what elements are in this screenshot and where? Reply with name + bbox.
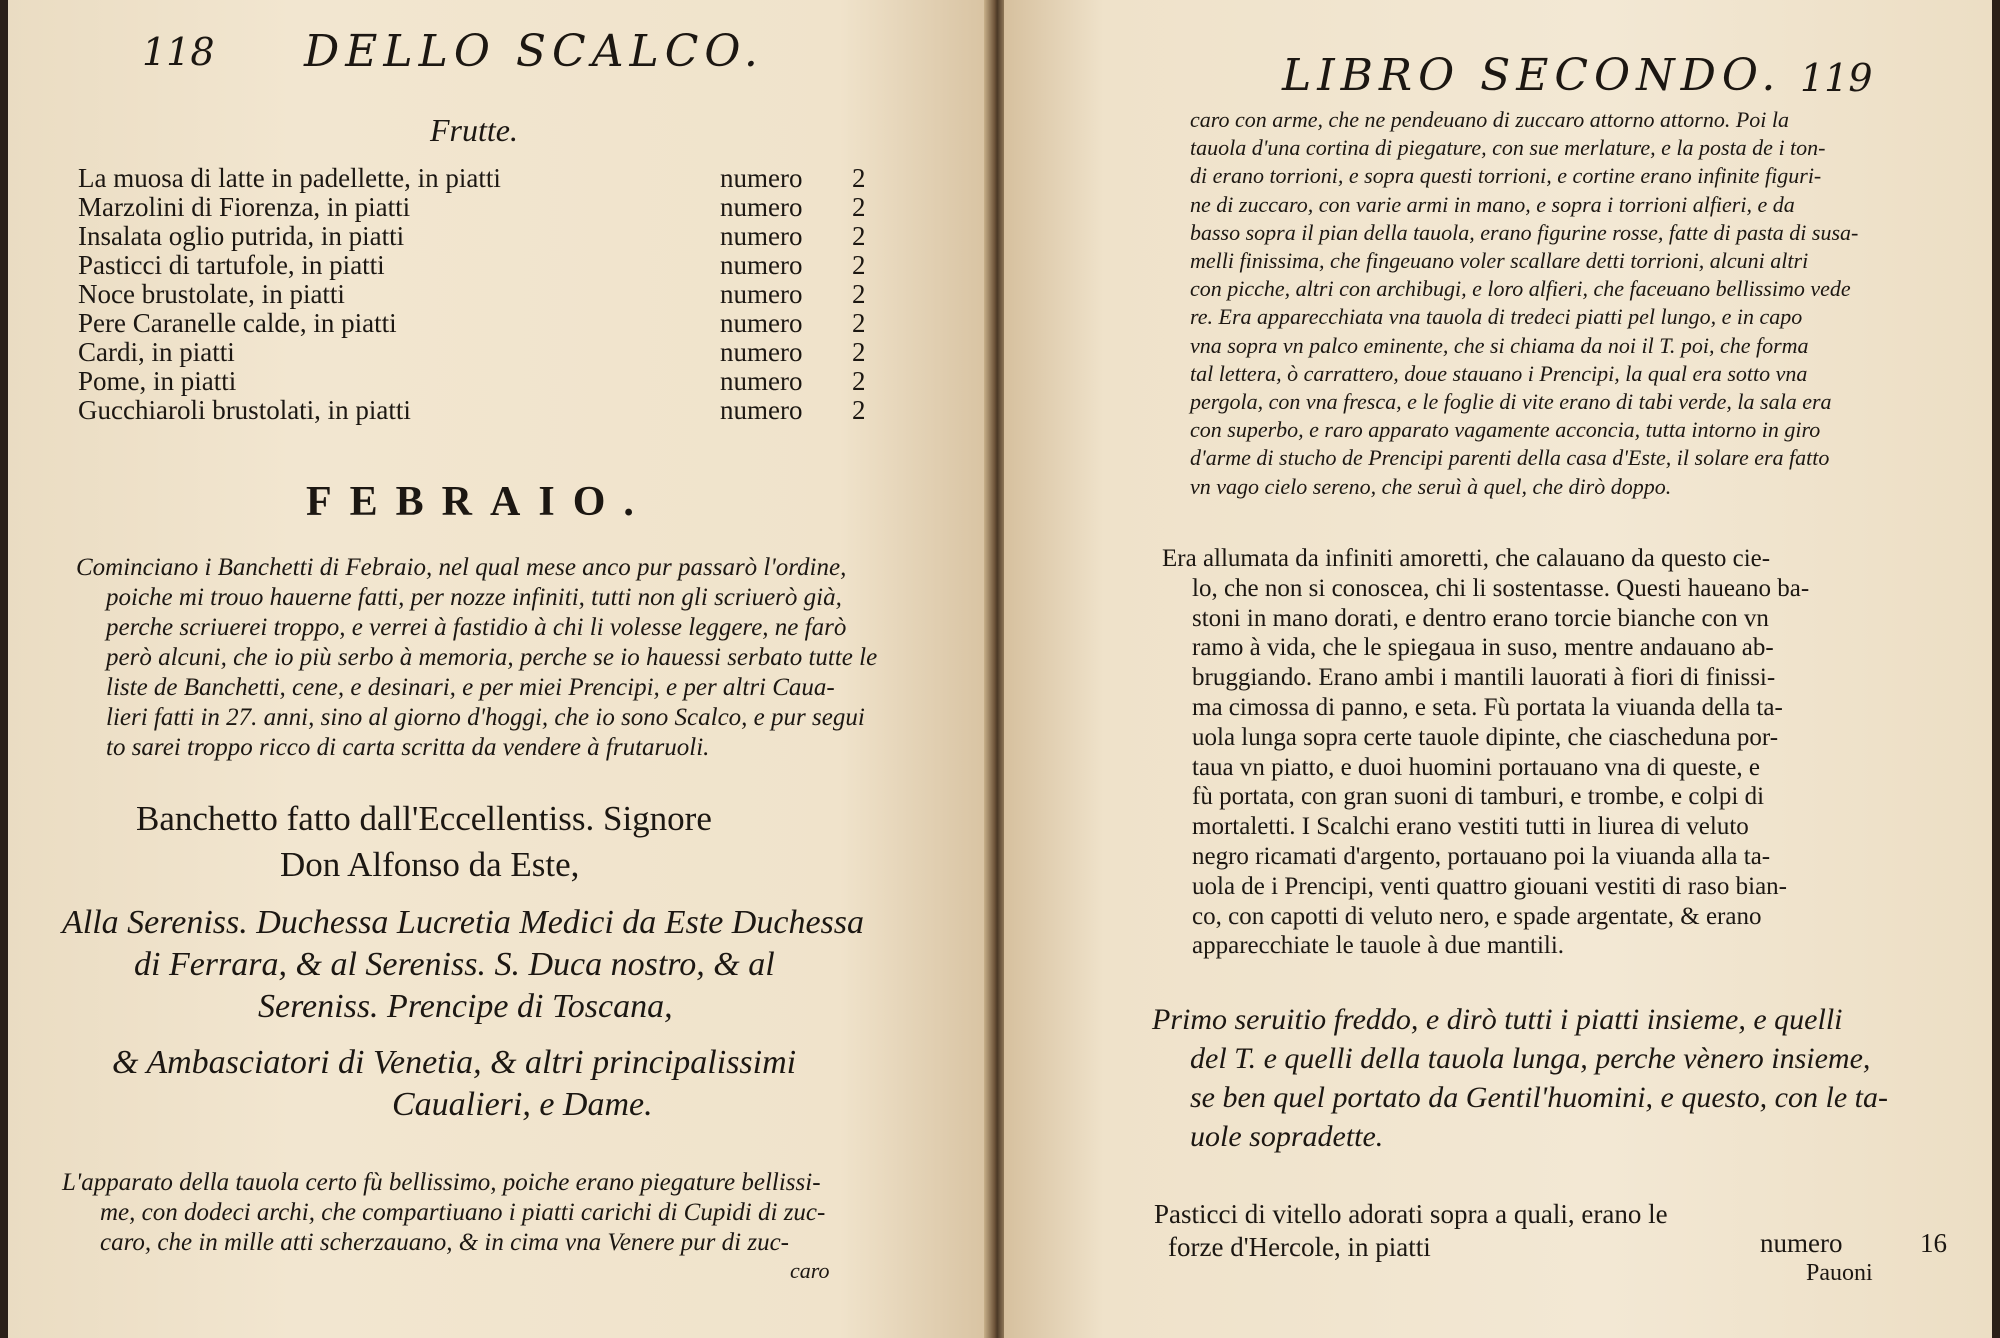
- text-line: apparecchiate le tauole à due mantili.: [1192, 932, 1565, 960]
- text-line: taua vn piatto, e duoi huomini portauano vna di queste, e: [1192, 753, 1760, 781]
- text-line: caro, che in mille atti scherzauano, & in cima vna Venere pur di zuc-: [100, 1229, 789, 1256]
- last-item-unit: numero: [1760, 1228, 1843, 1258]
- item-name: Pasticci di tartufole, in piatti: [78, 250, 385, 280]
- list-item: [78, 280, 878, 309]
- text-line: uola lunga sopra certe tauole dipinte, che ciascheduna por-: [1192, 723, 1779, 751]
- text-line: caro con arme, che ne pendeuano di zuccaro attorno attorno. Poi la: [1190, 107, 1789, 132]
- item-qty: 2: [852, 221, 866, 251]
- item-unit: numero: [720, 250, 803, 280]
- text-line: d'arme di stucho de Prencipi parenti della casa d'Este, il solare era fatto: [1190, 445, 1830, 471]
- banquet-title-line: Banchetto fatto dall'Eccellentiss. Signore: [136, 799, 712, 838]
- month-heading: FEBRAIO.: [306, 479, 652, 525]
- text-line: vna sopra vn palco eminente, che si chiama da noi il T. poi, che forma: [1190, 332, 1809, 358]
- dedication-line: Sereniss. Prencipe di Toscana,: [258, 988, 673, 1025]
- last-item: [1154, 1198, 1668, 1264]
- list-item: [78, 251, 878, 280]
- page-number-right: 119: [1800, 56, 1873, 100]
- text-line: negro ricamati d'argento, portauano poi la viuanda alla ta-: [1192, 842, 1771, 870]
- page-edge-right: [1992, 0, 2000, 1338]
- text-line: Primo seruitio freddo, e dirò tutti i piatti insieme, e quelli: [1152, 1003, 1843, 1036]
- list-item: [78, 309, 878, 338]
- text-line: pergola, con vna fresca, e le foglie di vite erano di tabi verde, la sala era: [1190, 389, 1832, 415]
- last-item-qty: 16: [1920, 1228, 1947, 1258]
- section-title-frutte: Frutte.: [430, 112, 518, 148]
- text-line: liste de Banchetti, cene, e desinari, e per miei Prencipi, e per altri Caua-: [106, 674, 835, 701]
- text-line: perche scriuerei troppo, e verrei à fastidio à chi li volesse leggere, ne farò: [106, 614, 847, 641]
- apparato-paragraph: [62, 1168, 825, 1258]
- dedication-line: Caualieri, e Dame.: [392, 1086, 653, 1123]
- text-line: co, con capotti di veluto nero, e spade argentate, & erano: [1192, 902, 1762, 930]
- page-number-left: 118: [142, 30, 215, 74]
- text-line: mortaletti. I Scalchi erano vestiti tutti in liurea di veluto: [1192, 813, 1749, 841]
- item-unit: numero: [720, 163, 803, 193]
- list-item: [78, 338, 878, 367]
- catchword-left: caro: [790, 1258, 830, 1283]
- item-unit: numero: [720, 395, 803, 425]
- item-qty: 2: [852, 337, 866, 367]
- text-line: fù portata, con gran suoni di tamburi, e trombe, e colpi di: [1192, 783, 1765, 811]
- dedication-line: Alla Sereniss. Duchessa Lucretia Medici da Este Duchessa: [62, 904, 865, 941]
- item-unit: numero: [720, 308, 803, 338]
- text-line: stoni in mano dorati, e dentro erano torcie bianche con vn: [1192, 604, 1769, 632]
- list-item: [78, 193, 878, 222]
- item-qty: 2: [852, 163, 866, 193]
- continuation-paragraph: [1190, 106, 1858, 501]
- text-line: poiche mi trouo hauerne fatti, per nozze infiniti, tutti non gli scriuerò già,: [106, 584, 842, 611]
- item-name: Cardi, in piatti: [78, 337, 235, 367]
- text-line: L'apparato della tauola certo fù bellissimo, poiche erano piegature bellissi-: [62, 1169, 821, 1196]
- item-qty: 2: [852, 395, 866, 425]
- item-qty: 2: [852, 366, 866, 396]
- banquet-title-line: Don Alfonso da Este,: [280, 845, 580, 884]
- list-item: [78, 396, 878, 425]
- item-name: Noce brustolate, in piatti: [78, 279, 345, 309]
- text-line: uola de i Prencipi, venti quattro giouani vestiti di raso bian-: [1192, 872, 1788, 900]
- dedication-line: di Ferrara, & al Sereniss. S. Duca nostro, & al: [134, 946, 775, 983]
- text-line: con superbo, e raro apparato vagamente acconcia, tutta intorno in giro: [1190, 417, 1821, 443]
- item-name: La muosa di latte in padellette, in piatti: [78, 163, 501, 193]
- service-paragraph: [1152, 1000, 1888, 1156]
- dedication-line: & Ambasciatori di Venetia, & altri principalissimi: [112, 1044, 797, 1081]
- text-line: basso sopra il pian della tauola, erano figurine rosse, fatte di pasta di susa-: [1190, 219, 1859, 245]
- item-name: Gucchiaroli brustolati, in piatti: [78, 395, 411, 425]
- text-line: con picche, altri con archibugi, e loro alfieri, che faceuano bellissimo vede: [1190, 276, 1851, 302]
- page-edge-left: [0, 0, 8, 1338]
- intro-paragraph: [76, 553, 877, 763]
- item-unit: numero: [720, 192, 803, 222]
- item-name: Marzolini di Fiorenza, in piatti: [78, 192, 411, 222]
- item-unit: numero: [720, 279, 803, 309]
- text-line: ramo à vida, che le spiegaua in suso, mentre andauano ab-: [1192, 634, 1774, 662]
- text-line: Cominciano i Banchetti di Febraio, nel qual mese anco pur passarò l'ordine,: [76, 554, 847, 581]
- list-item: [78, 164, 878, 193]
- text-line: ne di zuccaro, con varie armi in mano, e sopra i torrioni alfieri, e da: [1190, 191, 1795, 217]
- list-item: [78, 222, 878, 251]
- text-line: tal lettera, ò carrattero, doue stauano i Prencipi, la qual era sotto vna: [1190, 360, 1808, 386]
- item-unit: numero: [720, 366, 803, 396]
- text-line: re. Era apparecchiata vna tauola di tredeci piatti pel lungo, e in capo: [1190, 304, 1803, 330]
- item-qty: 2: [852, 250, 866, 280]
- item-qty: 2: [852, 308, 866, 338]
- dedication: [62, 902, 864, 1126]
- item-qty: 2: [852, 279, 866, 309]
- running-head-left: DELLO SCALCO.: [304, 26, 764, 77]
- text-line: to sarei troppo ricco di carta scritta da vendere à frutaruoli.: [106, 734, 710, 761]
- banquet-title: [136, 796, 712, 888]
- item-qty: 2: [852, 192, 866, 222]
- text-line: di erano torrioni, e sopra questi torrioni, e cortine erano infinite figuri-: [1190, 163, 1822, 189]
- text-line: però alcuni, che io più serbo à memoria, perche se io hauessi serbato tutte le: [106, 644, 878, 671]
- text-line: se ben quel portato da Gentil'huomini, e questo, con le ta-: [1190, 1081, 1888, 1114]
- text-line: tauola d'una cortina di piegature, con sue merlature, e la posta de i ton-: [1190, 135, 1826, 161]
- last-item-line: Pasticci di vitello adorati sopra a quali, erano le: [1154, 1199, 1668, 1229]
- left-page: [0, 0, 988, 1338]
- text-line: del T. e quelli della tauola lunga, perche vènero insieme,: [1190, 1042, 1871, 1075]
- item-name: Pome, in piatti: [78, 366, 237, 396]
- item-name: Pere Caranelle calde, in piatti: [78, 308, 397, 338]
- last-item-line: forze d'Hercole, in piatti: [1168, 1232, 1431, 1262]
- text-line: lieri fatti in 27. anni, sino al giorno d'hoggi, che io sono Scalco, e pur segui: [106, 704, 865, 731]
- text-line: uole sopradette.: [1190, 1120, 1384, 1153]
- right-page: [1004, 0, 2000, 1338]
- list-item: [78, 367, 878, 396]
- text-line: ma cimossa di panno, e seta. Fù portata la viuanda della ta-: [1192, 693, 1783, 721]
- item-name: Insalata oglio putrida, in piatti: [78, 221, 405, 251]
- text-line: melli finissima, che fingeuano voler scallare detti torrioni, alcuni altri: [1190, 248, 1809, 274]
- text-line: Era allumata da infiniti amoretti, che calauano da questo cie-: [1162, 545, 1771, 572]
- roman-paragraph: [1162, 544, 1809, 961]
- text-line: bruggiando. Erano ambi i mantili lauorati à fiori di finissi-: [1192, 664, 1776, 692]
- catchword-right: Pauoni: [1806, 1260, 1873, 1286]
- text-line: me, con dodeci archi, che compartiuano i piatti carichi di Cupidi di zuc-: [100, 1199, 826, 1226]
- text-line: vn vago cielo sereno, che seruì à quel, che dirò doppo.: [1190, 473, 1672, 499]
- item-unit: numero: [720, 221, 803, 251]
- text-line: lo, che non si conoscea, chi li sostentasse. Questi haueano ba-: [1192, 574, 1810, 602]
- item-unit: numero: [720, 337, 803, 367]
- running-head-right: LIBRO SECONDO.: [1282, 50, 1782, 101]
- fruit-list: [78, 164, 878, 425]
